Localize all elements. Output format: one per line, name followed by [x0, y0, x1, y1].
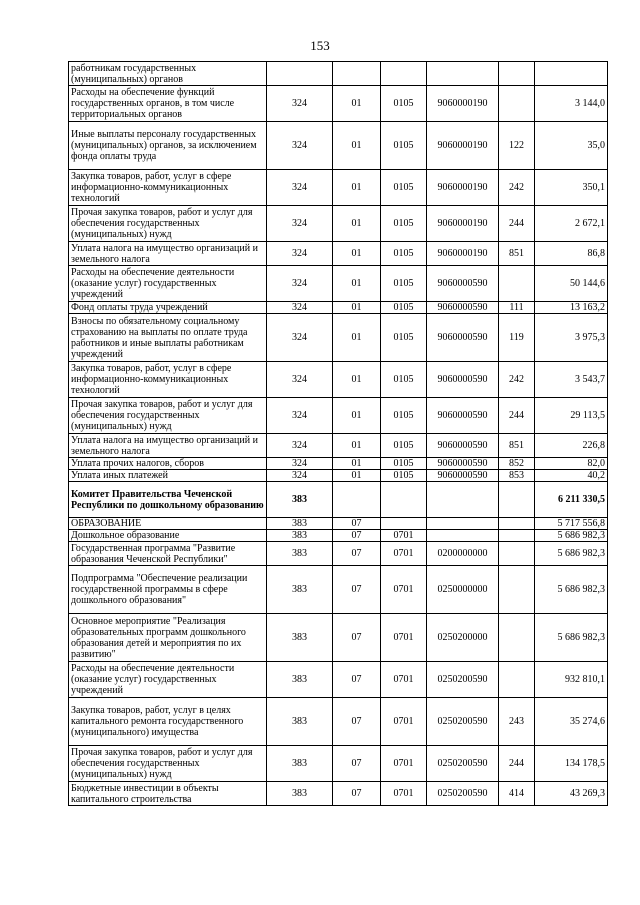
budget-table-body — [69, 62, 608, 806]
expense-name: Комитет Правительства Чеченской Республики по дошкольному образованию — [69, 482, 267, 518]
section-code: 01 — [333, 314, 381, 362]
table-row — [69, 614, 608, 662]
expense-name: Подпрограмма "Обеспечение реализации государственной программы в сфере дошкольного образования" — [69, 566, 267, 614]
amount: 86,8 — [535, 242, 608, 266]
amount — [535, 62, 608, 86]
section-code: 07 — [333, 518, 381, 530]
target-article-code: 9060000190 — [427, 86, 499, 122]
ministry-code: 324 — [267, 314, 333, 362]
target-article-code: 0250200590 — [427, 746, 499, 782]
ministry-code: 324 — [267, 302, 333, 314]
expense-name: Прочая закупка товаров, работ и услуг для обеспечения государственных (муниципальных) нужд — [69, 746, 267, 782]
target-article-code — [427, 482, 499, 518]
section-code — [333, 62, 381, 86]
section-code: 01 — [333, 122, 381, 170]
amount: 226,8 — [535, 434, 608, 458]
section-code: 07 — [333, 698, 381, 746]
expense-type-code: 852 — [499, 458, 535, 470]
subsection-code: 0105 — [381, 242, 427, 266]
expense-name: Прочая закупка товаров, работ и услуг для обеспечения государственных (муниципальных) нужд — [69, 398, 267, 434]
amount: 40,2 — [535, 470, 608, 482]
table-row — [69, 482, 608, 518]
amount: 5 686 982,3 — [535, 614, 608, 662]
ministry-code: 324 — [267, 86, 333, 122]
table-row — [69, 266, 608, 302]
ministry-code: 383 — [267, 482, 333, 518]
subsection-code: 0105 — [381, 86, 427, 122]
amount: 3 975,3 — [535, 314, 608, 362]
ministry-code: 324 — [267, 266, 333, 302]
expense-type-code — [499, 482, 535, 518]
amount: 2 672,1 — [535, 206, 608, 242]
table-row — [69, 470, 608, 482]
expense-type-code: 242 — [499, 362, 535, 398]
ministry-code: 324 — [267, 242, 333, 266]
amount: 43 269,3 — [535, 782, 608, 806]
expense-type-code: 244 — [499, 206, 535, 242]
expense-type-code — [499, 266, 535, 302]
section-code: 01 — [333, 86, 381, 122]
amount: 5 686 982,3 — [535, 566, 608, 614]
table-row — [69, 242, 608, 266]
amount: 5 686 982,3 — [535, 542, 608, 566]
expense-name: Расходы на обеспечение деятельности (оказание услуг) государственных учреждений — [69, 662, 267, 698]
table-row — [69, 458, 608, 470]
expense-name: Расходы на обеспечение деятельности (оказание услуг) государственных учреждений — [69, 266, 267, 302]
amount: 50 144,6 — [535, 266, 608, 302]
section-code: 07 — [333, 530, 381, 542]
table-row — [69, 566, 608, 614]
expense-name: Фонд оплаты труда учреждений — [69, 302, 267, 314]
subsection-code: 0701 — [381, 662, 427, 698]
section-code: 07 — [333, 542, 381, 566]
amount: 5 717 556,8 — [535, 518, 608, 530]
section-code: 01 — [333, 362, 381, 398]
subsection-code: 0105 — [381, 206, 427, 242]
table-row — [69, 398, 608, 434]
amount: 35 274,6 — [535, 698, 608, 746]
expense-type-code: 851 — [499, 434, 535, 458]
table-row — [69, 518, 608, 530]
target-article-code: 0250200000 — [427, 614, 499, 662]
amount: 13 163,2 — [535, 302, 608, 314]
table-row — [69, 434, 608, 458]
target-article-code: 9060000590 — [427, 314, 499, 362]
section-code: 07 — [333, 782, 381, 806]
table-row — [69, 206, 608, 242]
ministry-code: 324 — [267, 362, 333, 398]
ministry-code: 383 — [267, 662, 333, 698]
ministry-code: 324 — [267, 170, 333, 206]
expense-name: Основное мероприятие "Реализация образовательных программ дошкольного образования детей и мероприятия по их развитию" — [69, 614, 267, 662]
target-article-code: 9060000190 — [427, 206, 499, 242]
section-code: 01 — [333, 266, 381, 302]
section-code: 01 — [333, 398, 381, 434]
ministry-code: 383 — [267, 530, 333, 542]
target-article-code: 0250000000 — [427, 566, 499, 614]
target-article-code: 0250200590 — [427, 698, 499, 746]
expense-type-code — [499, 542, 535, 566]
ministry-code: 324 — [267, 122, 333, 170]
table-row — [69, 62, 608, 86]
subsection-code: 0105 — [381, 398, 427, 434]
amount: 5 686 982,3 — [535, 530, 608, 542]
subsection-code: 0105 — [381, 458, 427, 470]
target-article-code: 9060000590 — [427, 362, 499, 398]
target-article-code: 9060000590 — [427, 458, 499, 470]
ministry-code: 383 — [267, 698, 333, 746]
table-row — [69, 782, 608, 806]
target-article-code: 9060000590 — [427, 470, 499, 482]
subsection-code: 0701 — [381, 542, 427, 566]
target-article-code — [427, 62, 499, 86]
table-row — [69, 362, 608, 398]
section-code: 01 — [333, 458, 381, 470]
expense-type-code: 244 — [499, 398, 535, 434]
expense-type-code — [499, 614, 535, 662]
subsection-code: 0105 — [381, 314, 427, 362]
ministry-code: 383 — [267, 566, 333, 614]
target-article-code: 9060000590 — [427, 398, 499, 434]
section-code: 01 — [333, 206, 381, 242]
expense-name: Бюджетные инвестиции в объекты капитального строительства — [69, 782, 267, 806]
ministry-code: 324 — [267, 206, 333, 242]
ministry-code: 383 — [267, 782, 333, 806]
subsection-code: 0105 — [381, 170, 427, 206]
section-code: 07 — [333, 566, 381, 614]
subsection-code: 0701 — [381, 566, 427, 614]
expense-type-code — [499, 530, 535, 542]
expense-name: ОБРАЗОВАНИЕ — [69, 518, 267, 530]
expense-name: Уплата налога на имущество организаций и земельного налога — [69, 242, 267, 266]
expense-type-code: 851 — [499, 242, 535, 266]
amount: 932 810,1 — [535, 662, 608, 698]
expense-type-code — [499, 566, 535, 614]
section-code: 01 — [333, 434, 381, 458]
subsection-code: 0105 — [381, 362, 427, 398]
expense-name: Уплата прочих налогов, сборов — [69, 458, 267, 470]
expense-type-code: 122 — [499, 122, 535, 170]
target-article-code: 9060000190 — [427, 122, 499, 170]
subsection-code: 0105 — [381, 302, 427, 314]
target-article-code: 0250200590 — [427, 662, 499, 698]
ministry-code — [267, 62, 333, 86]
expense-name: Закупка товаров, работ, услуг в сфере информационно-коммуникационных технологий — [69, 170, 267, 206]
table-row — [69, 302, 608, 314]
expense-type-code — [499, 86, 535, 122]
amount: 82,0 — [535, 458, 608, 470]
table-row — [69, 86, 608, 122]
expense-type-code — [499, 662, 535, 698]
section-code: 07 — [333, 614, 381, 662]
table-row — [69, 530, 608, 542]
expense-name: Дошкольное образование — [69, 530, 267, 542]
expense-name: Государственная программа "Развитие образования Чеченской Республики" — [69, 542, 267, 566]
subsection-code: 0701 — [381, 614, 427, 662]
subsection-code: 0701 — [381, 698, 427, 746]
subsection-code: 0701 — [381, 746, 427, 782]
target-article-code — [427, 530, 499, 542]
ministry-code: 324 — [267, 398, 333, 434]
subsection-code: 0701 — [381, 782, 427, 806]
amount: 134 178,5 — [535, 746, 608, 782]
expense-name: Взносы по обязательному социальному страхованию на выплаты по оплате труда работников и иные выплаты работникам учреждений — [69, 314, 267, 362]
expense-type-code: 853 — [499, 470, 535, 482]
section-code: 01 — [333, 302, 381, 314]
expense-name: Закупка товаров, работ, услуг в сфере информационно-коммуникационных технологий — [69, 362, 267, 398]
amount: 35,0 — [535, 122, 608, 170]
table-row — [69, 122, 608, 170]
expense-name: работникам государственных (муниципальных) органов — [69, 62, 267, 86]
expense-name: Уплата налога на имущество организаций и земельного налога — [69, 434, 267, 458]
section-code: 07 — [333, 746, 381, 782]
amount: 350,1 — [535, 170, 608, 206]
target-article-code — [427, 518, 499, 530]
subsection-code: 0105 — [381, 434, 427, 458]
expense-name: Закупка товаров, работ, услуг в целях капитального ремонта государственного (муниципального) имущества — [69, 698, 267, 746]
expense-type-code: 242 — [499, 170, 535, 206]
ministry-code: 383 — [267, 746, 333, 782]
ministry-code: 324 — [267, 434, 333, 458]
ministry-code: 324 — [267, 458, 333, 470]
target-article-code: 0200000000 — [427, 542, 499, 566]
table-row — [69, 662, 608, 698]
expense-type-code: 244 — [499, 746, 535, 782]
section-code — [333, 482, 381, 518]
subsection-code — [381, 518, 427, 530]
budget-table — [68, 61, 608, 806]
section-code: 01 — [333, 242, 381, 266]
section-code: 01 — [333, 470, 381, 482]
subsection-code: 0105 — [381, 266, 427, 302]
target-article-code: 9060000590 — [427, 302, 499, 314]
target-article-code: 9060000190 — [427, 170, 499, 206]
page-number: 153 — [310, 38, 330, 53]
expense-type-code: 119 — [499, 314, 535, 362]
expense-type-code: 414 — [499, 782, 535, 806]
expense-name: Иные выплаты персоналу государственных (муниципальных) органов, за исключением фонда оплаты труда — [69, 122, 267, 170]
expense-type-code — [499, 518, 535, 530]
expense-name: Уплата иных платежей — [69, 470, 267, 482]
subsection-code — [381, 482, 427, 518]
subsection-code: 0701 — [381, 530, 427, 542]
amount: 6 211 330,5 — [535, 482, 608, 518]
ministry-code: 324 — [267, 470, 333, 482]
table-row — [69, 542, 608, 566]
table-row — [69, 170, 608, 206]
section-code: 01 — [333, 170, 381, 206]
section-code: 07 — [333, 662, 381, 698]
subsection-code: 0105 — [381, 122, 427, 170]
expense-name: Расходы на обеспечение функций государственных органов, в том числе территориальных органов — [69, 86, 267, 122]
amount: 3 543,7 — [535, 362, 608, 398]
target-article-code: 9060000590 — [427, 434, 499, 458]
expense-type-code: 111 — [499, 302, 535, 314]
ministry-code: 383 — [267, 542, 333, 566]
amount: 3 144,0 — [535, 86, 608, 122]
target-article-code: 9060000190 — [427, 242, 499, 266]
target-article-code: 0250200590 — [427, 782, 499, 806]
subsection-code — [381, 62, 427, 86]
table-row — [69, 746, 608, 782]
expense-type-code — [499, 62, 535, 86]
expense-type-code: 243 — [499, 698, 535, 746]
table-row — [69, 698, 608, 746]
amount: 29 113,5 — [535, 398, 608, 434]
target-article-code: 9060000590 — [427, 266, 499, 302]
ministry-code: 383 — [267, 614, 333, 662]
table-row — [69, 314, 608, 362]
ministry-code: 383 — [267, 518, 333, 530]
expense-name: Прочая закупка товаров, работ и услуг для обеспечения государственных (муниципальных) нужд — [69, 206, 267, 242]
subsection-code: 0105 — [381, 470, 427, 482]
